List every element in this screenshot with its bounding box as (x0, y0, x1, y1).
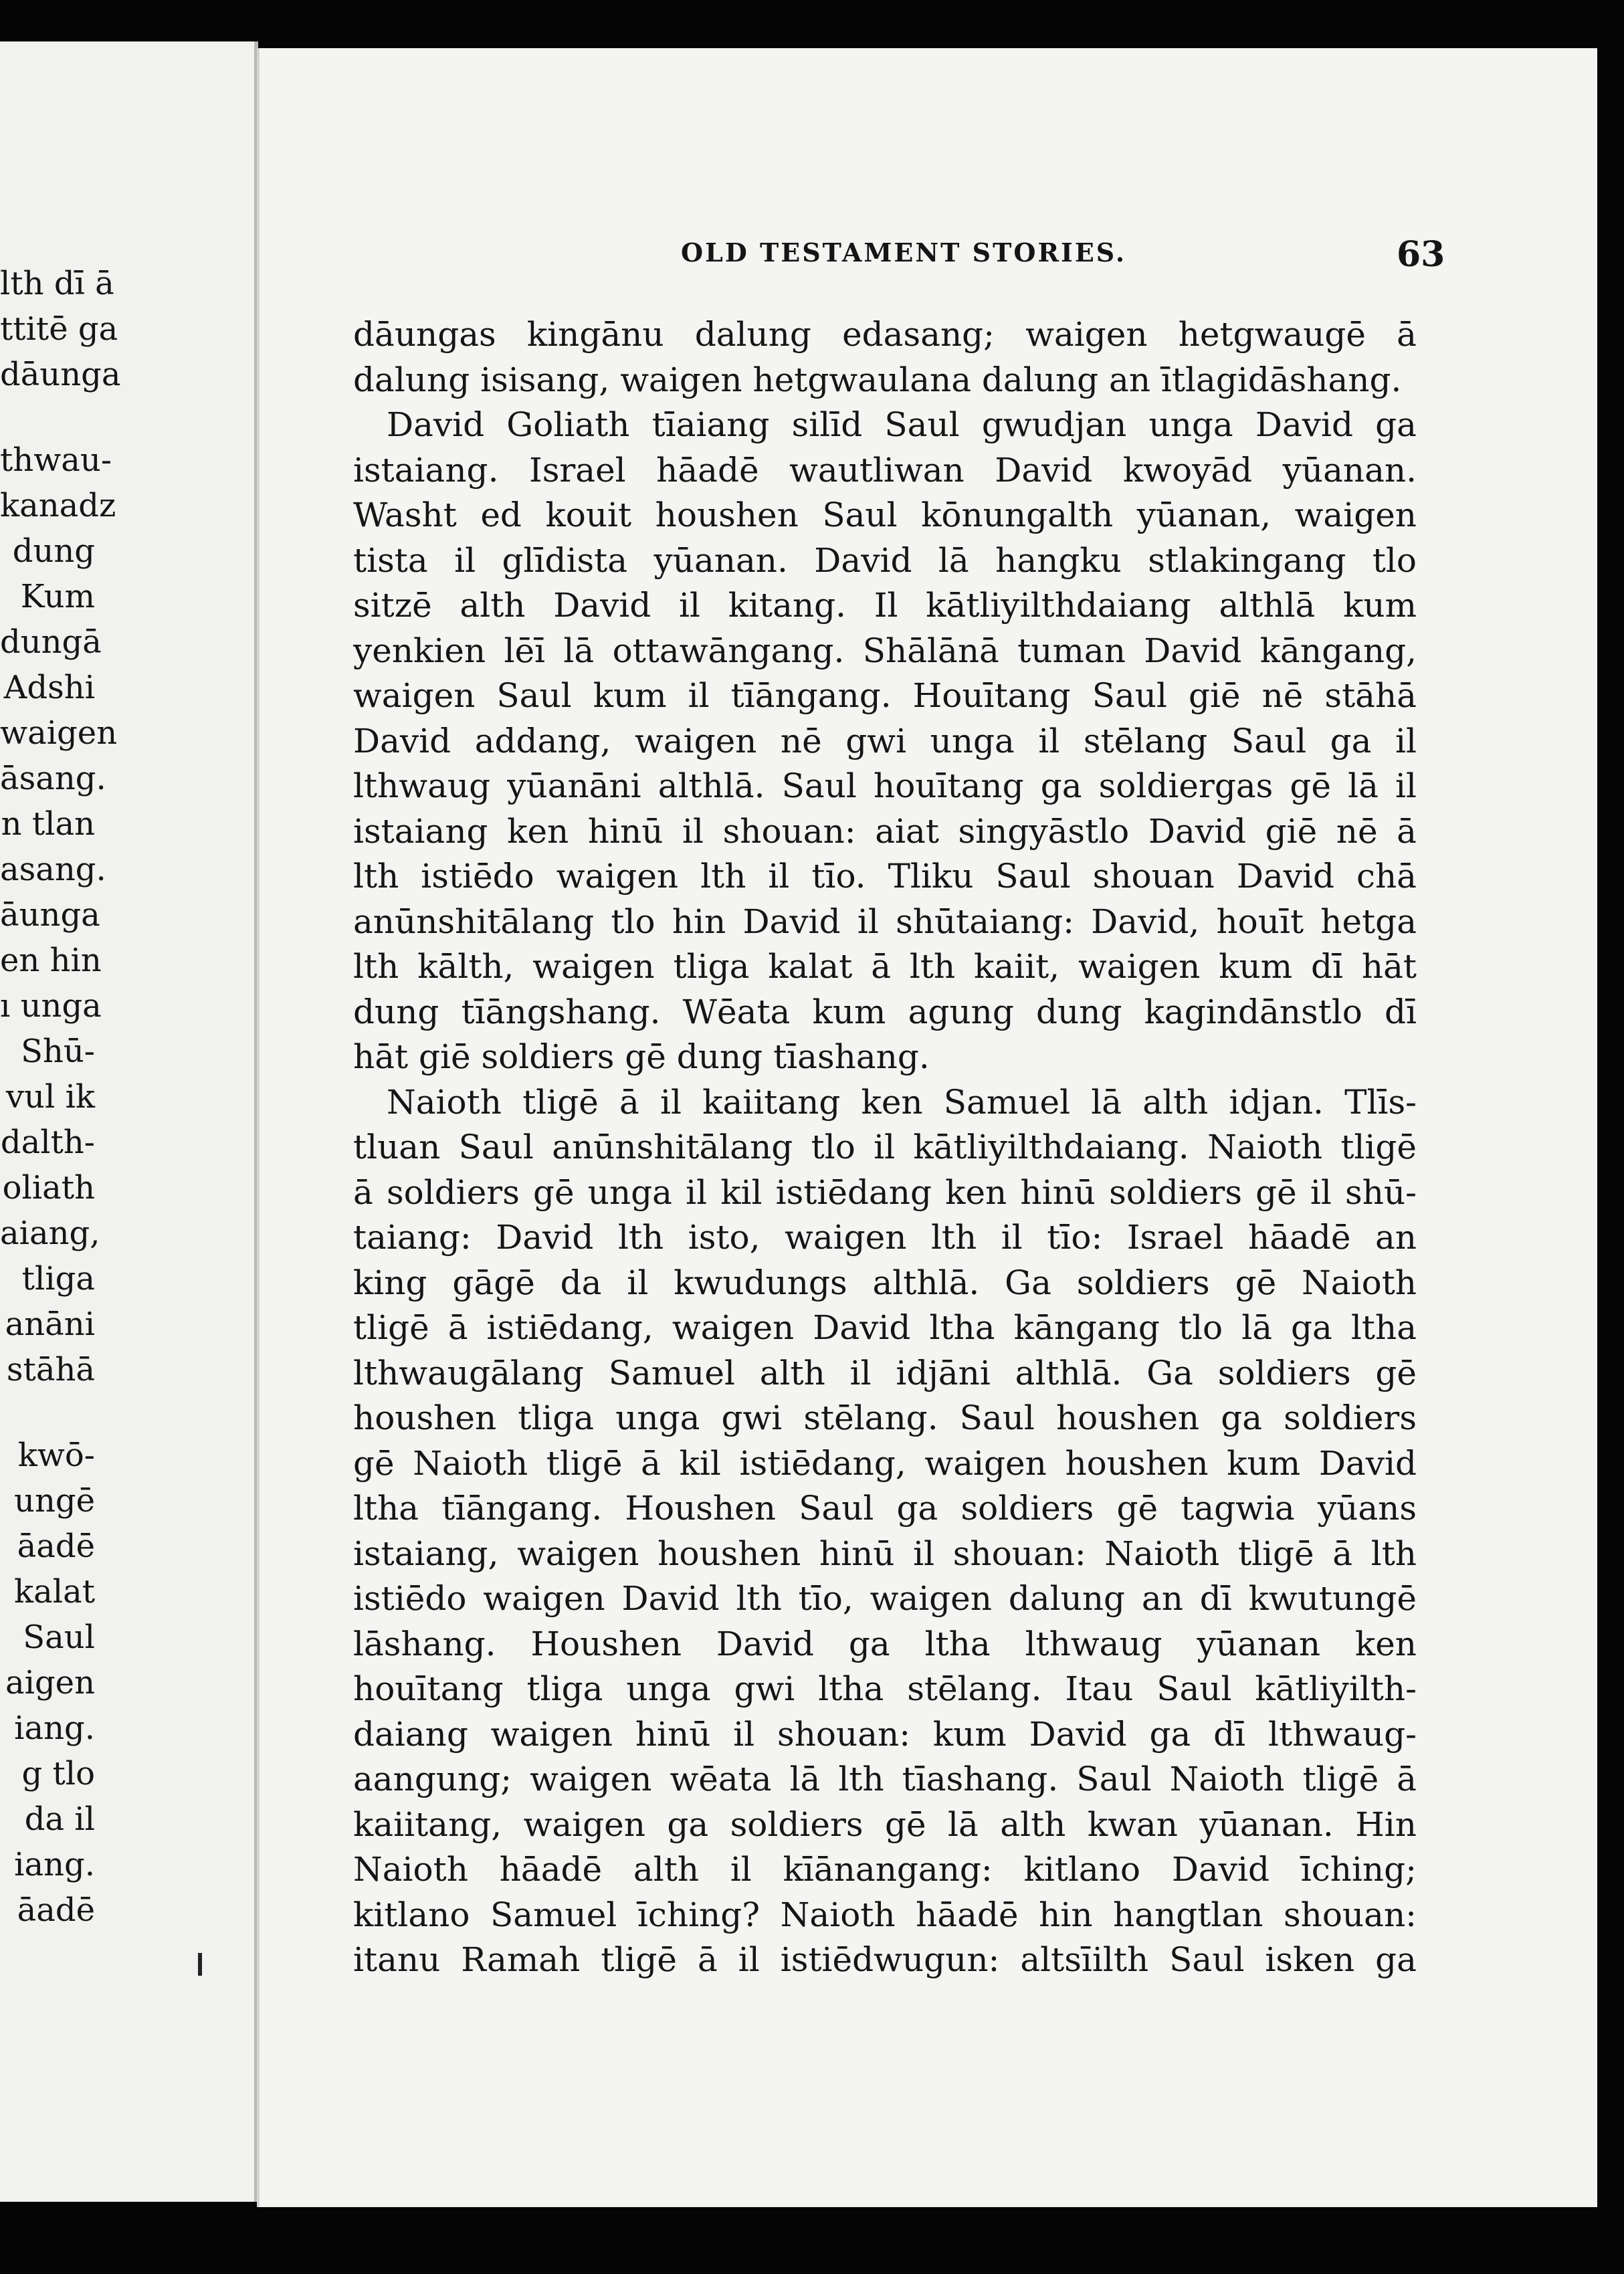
text-line: dung tīāngshang. Wēata kum agung dung kagindānstlo dī (353, 992, 1417, 1031)
left-page-text-fragment: stāhā (6, 1351, 95, 1388)
text-line: istaiang, waigen houshen hinū il shouan: Naioth tligē ā lth (353, 1534, 1417, 1573)
text-line: yenkien lēī lā ottawāngang. Shālānā tuman David kāngang, (353, 631, 1417, 670)
text-line: lth istiēdo waigen lth il tīo. Tliku Saul shouan David chā (353, 857, 1417, 896)
left-page-text-fragment: vul ik (5, 1078, 95, 1116)
text-line: hāt giē soldiers gē dung tīashang. (353, 1037, 930, 1076)
text-line: tista il glīdista yūanan. David lā hangku stlakingang tlo (353, 540, 1417, 580)
text-line: kaiitang, waigen ga soldiers gē lā alth kwan yūanan. Hin (353, 1804, 1417, 1844)
text-line: houītang tliga unga gwi ltha stēlang. Itau Saul kātliyilth- (353, 1669, 1417, 1708)
right-page (257, 48, 1597, 2207)
text-line: istiēdo waigen David lth tīo, waigen dalung an dī kwutungē (353, 1579, 1417, 1618)
left-page-text-fragment: en hin (0, 942, 102, 979)
text-line: Washt ed kouit houshen Saul kōnungalth yūanan, waigen (353, 496, 1417, 534)
left-page-text-fragment: kalat (14, 1573, 95, 1611)
text-line: kitlano Samuel īching? Naioth hāadē hin hangtlan shouan: (353, 1895, 1417, 1934)
text-line: istaiang. Israel hāadē wautliwan David kwoyād yūanan. (353, 450, 1417, 490)
left-page-text-fragment: tliga (21, 1260, 95, 1298)
text-line: king gāgē da il kwudungs althlā. Ga soldiers gē Naioth (353, 1263, 1417, 1302)
left-page-text-fragment: iang. (14, 1846, 95, 1883)
text-line: lāshang. Houshen David ga ltha lthwaug yūanan ken (353, 1624, 1417, 1663)
text-line: itanu Ramah tligē ā il istiēdwugun: altsīilth Saul isken ga (353, 1940, 1417, 1979)
text-line: tligē ā istiēdang, waigen David ltha kāngang tlo lā ga ltha (353, 1308, 1417, 1347)
left-page-text-fragment: thwau- (0, 441, 112, 479)
left-page-text-fragment: Kum (20, 578, 95, 615)
left-page (0, 41, 258, 2202)
text-line: tluan Saul anūnshitālang tlo il kātliyilthdaiang. Naioth tligē (353, 1128, 1417, 1166)
left-page-text-fragment: Saul (23, 1619, 95, 1656)
left-page-text-fragment: āadē (17, 1528, 95, 1565)
left-page-text-fragment: dalth- (0, 1124, 95, 1161)
left-page-text-fragment: dung (12, 532, 95, 570)
left-page-text-fragment: kanadz (0, 487, 116, 524)
text-line: lthwaugālang Samuel alth il idjāni althlā. Ga soldiers gē (353, 1353, 1417, 1392)
text-line: Naioth tligē ā il kaiitang ken Samuel lā alth idjan. Tlīs- (387, 1082, 1417, 1122)
left-page-text-fragment: Shū- (21, 1033, 95, 1070)
left-page-text-fragment: iang. (14, 1710, 95, 1747)
running-header: OLD TESTAMENT STORIES. (681, 237, 1127, 268)
left-page-text-fragment: n tlan (1, 805, 95, 843)
left-page-text-fragment: ungē (14, 1482, 95, 1520)
body-text (353, 312, 1417, 1983)
text-line: sitzē alth David il kitang. Il kātliyilthdaiang althlā kum (353, 586, 1417, 625)
text-line: ltha tīāngang. Houshen Saul ga soldiers gē tagwia yūans (353, 1489, 1417, 1528)
text-line: waigen Saul kum il tīāngang. Houītang Saul giē nē stāhā (353, 676, 1417, 715)
text-line: aangung; waigen wēata lā lth tīashang. Saul Naioth tligē ā (353, 1760, 1417, 1798)
left-page-text-fragment: āsang. (0, 760, 106, 797)
text-line: lth kālth, waigen tliga kalat ā lth kaiit, waigen kum dī hāt (353, 947, 1417, 986)
left-page-text-fragment: oliath (2, 1169, 95, 1207)
text-line: lthwaug yūanāni althlā. Saul houītang ga soldiergas gē lā il (353, 766, 1417, 805)
text-line: gē Naioth tligē ā kil istiēdang, waigen houshen kum David (353, 1443, 1417, 1483)
text-line: anūnshitālang tlo hin David il shūtaiang: David, houīt hetga (353, 902, 1417, 941)
left-page-text-fragment: asang. (0, 851, 106, 888)
text-line: ā soldiers gē unga il kil istiēdang ken hinū soldiers gē il shū- (353, 1172, 1417, 1212)
text-line: dalung isisang, waigen hetgwaulana dalung an ītlagidāshang. (353, 360, 1402, 399)
page-number: 63 (1397, 234, 1445, 275)
text-line: dāungas kingānu dalung edasang; waigen hetgwaugē ā (353, 315, 1417, 354)
left-page-text-fragment: ı unga (0, 987, 102, 1025)
left-page-text-fragment: aiang, (0, 1215, 100, 1252)
left-page-text-fragment: da il (24, 1800, 95, 1838)
left-page-text-fragment: g tlo (21, 1755, 95, 1792)
text-line: David Goliath tīaiang silīd Saul gwudjan unga David ga (387, 405, 1417, 444)
left-page-text-fragment: āunga (0, 896, 100, 934)
left-page-text-fragment: dungā (0, 623, 102, 661)
left-page-text-fragment: ttitē ga (0, 310, 118, 348)
left-page-text-fragment: aigen (5, 1664, 95, 1701)
text-line: istaiang ken hinū il shouan: aiat singyāstlo David giē nē ā (353, 811, 1417, 851)
text-line: houshen tliga unga gwi stēlang. Saul houshen ga soldiers (353, 1399, 1417, 1437)
binding-mark (198, 1953, 202, 1976)
text-line: daiang waigen hinū il shouan: kum David ga dī lthwaug- (353, 1714, 1417, 1754)
text-line: Naioth hāadē alth il kīānangang: kitlano David īching; (353, 1850, 1417, 1889)
left-page-text-fragment: anāni (5, 1306, 95, 1343)
text-line: David addang, waigen nē gwi unga il stēlang Saul ga il (353, 721, 1417, 760)
left-page-text-fragment: waigen (0, 714, 118, 752)
left-page-text-fragment: āadē (17, 1891, 95, 1929)
left-page-text-fragment: lth dī ā (0, 265, 114, 302)
left-page-text-fragment: kwō- (17, 1437, 95, 1474)
left-page-text-fragment: Adshi (3, 669, 95, 706)
left-page-text-fragment: dāunga (0, 356, 121, 393)
text-line: taiang: David lth isto, waigen lth il tīo: Israel hāadē an (353, 1218, 1417, 1257)
